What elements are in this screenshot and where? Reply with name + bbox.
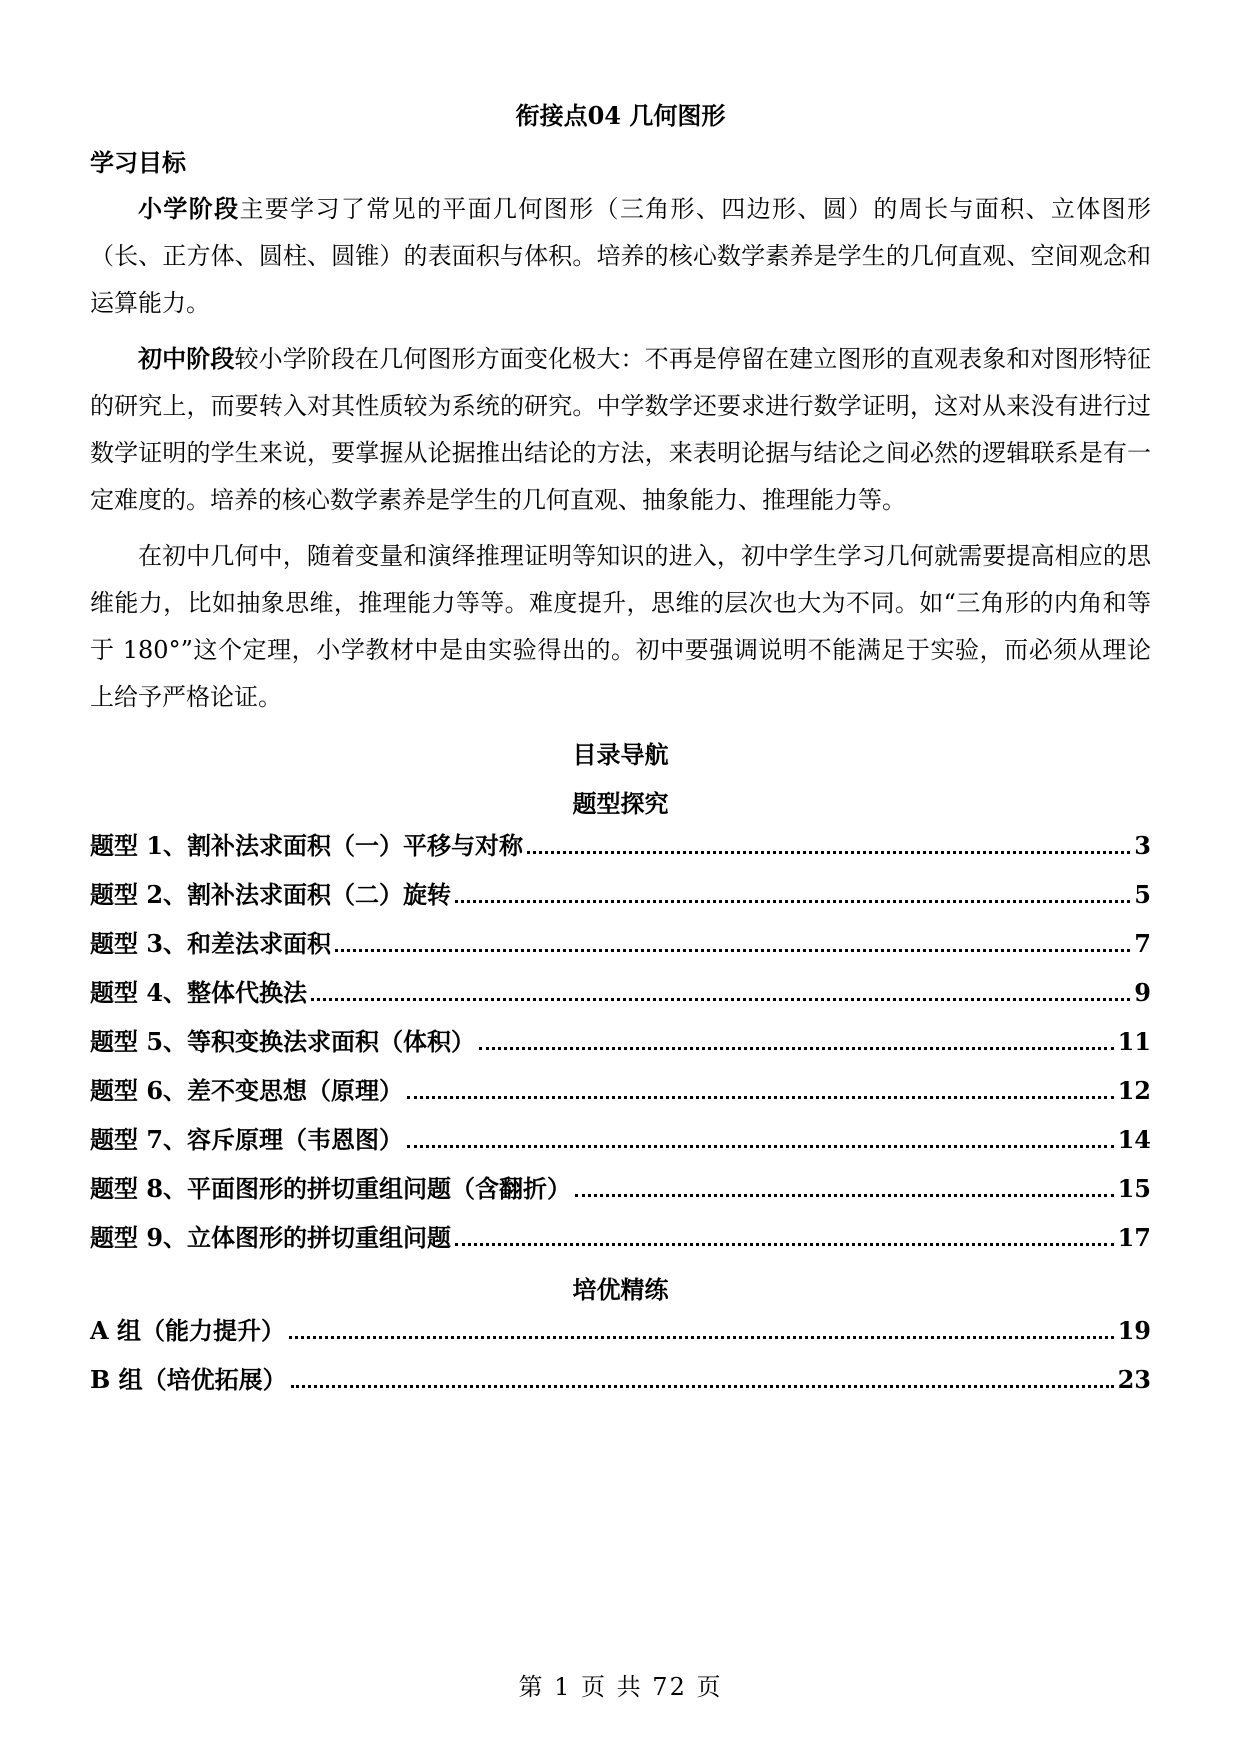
toc-entry-type-6[interactable] bbox=[90, 1071, 1151, 1120]
toc-entry-group-a[interactable] bbox=[90, 1311, 1151, 1360]
toc-leader-dots bbox=[311, 997, 1130, 1001]
toc-entry-label: 题型 3、和差法求面积 bbox=[90, 929, 332, 958]
toc-entry-type-2[interactable] bbox=[90, 875, 1151, 924]
toc-entry-label: 题型 6、差不变思想（原理） bbox=[90, 1076, 404, 1105]
toc-entry-page: 11 bbox=[1117, 1027, 1151, 1056]
toc-leader-dots bbox=[289, 1335, 1114, 1339]
toc-entry-label: 题型 7、容斥原理（韦恩图） bbox=[90, 1125, 404, 1154]
junior-stage-lead: 初中阶段 bbox=[138, 344, 235, 373]
document-title: 衔接点04 几何图形 bbox=[515, 101, 726, 130]
toc-title: 目录导航 bbox=[572, 740, 669, 769]
toc-leader-dots bbox=[407, 1095, 1114, 1099]
toc-entry-type-9[interactable] bbox=[90, 1218, 1151, 1267]
toc-group-title-exploration: 题型探究 bbox=[572, 789, 669, 818]
toc-entry-page: 5 bbox=[1134, 880, 1151, 909]
page-footer: 第 1 页 共 72 页 bbox=[518, 1673, 723, 1701]
toc-entry-label: 题型 8、平面图形的拼切重组问题（含翻折） bbox=[90, 1174, 572, 1203]
toc-group-title-practice: 培优精练 bbox=[572, 1275, 669, 1304]
document-page bbox=[90, 0, 1151, 1754]
toc-entry-group-b[interactable] bbox=[90, 1360, 1151, 1409]
toc-entry-page: 19 bbox=[1117, 1316, 1151, 1345]
toc-entry-page: 17 bbox=[1117, 1223, 1151, 1252]
toc-entry-page: 9 bbox=[1134, 978, 1151, 1007]
toc-entry-label: 题型 2、割补法求面积（二）旋转 bbox=[90, 880, 452, 909]
toc-entry-page: 23 bbox=[1117, 1365, 1151, 1394]
toc-entry-page: 14 bbox=[1117, 1125, 1151, 1154]
toc-list-practice bbox=[90, 1311, 1151, 1409]
toc-entry-label: 题型 4、整体代换法 bbox=[90, 978, 308, 1007]
toc-entry-type-4[interactable] bbox=[90, 973, 1151, 1022]
junior-geometry-paragraph bbox=[90, 533, 1151, 721]
toc-leader-dots bbox=[479, 1046, 1114, 1050]
toc-entry-label: 题型 5、等积变换法求面积（体积） bbox=[90, 1027, 476, 1056]
junior-stage-paragraph bbox=[90, 335, 1151, 524]
toc-entry-page: 12 bbox=[1117, 1076, 1151, 1105]
toc-entry-label: 题型 9、立体图形的拼切重组问题 bbox=[90, 1223, 452, 1252]
toc-entry-type-5[interactable] bbox=[90, 1022, 1151, 1071]
primary-stage-text: 主要学习了常见的平面几何图形（三角形、四边形、圆）的周长与面积、立体图形（长、正方体、圆柱、圆锥）的表面积与体积。培养的核心数学素养是学生的几何直观、空间观念和运算能力。 bbox=[90, 195, 1151, 317]
primary-stage-lead: 小学阶段 bbox=[138, 194, 240, 223]
toc-leader-dots bbox=[407, 1144, 1114, 1148]
toc-entry-label: B 组（培优拓展） bbox=[90, 1365, 287, 1394]
toc-entry-type-8[interactable] bbox=[90, 1169, 1151, 1218]
toc-entry-type-1[interactable] bbox=[90, 826, 1151, 875]
toc-entry-page: 15 bbox=[1117, 1174, 1151, 1203]
toc-entry-label: 题型 1、割补法求面积（一）平移与对称 bbox=[90, 831, 524, 860]
toc-entry-label: A 组（能力提升） bbox=[90, 1316, 285, 1345]
toc-leader-dots bbox=[455, 1242, 1114, 1246]
learning-goals-heading: 学习目标 bbox=[90, 148, 186, 177]
toc-entry-page: 3 bbox=[1134, 831, 1151, 860]
primary-stage-paragraph bbox=[90, 185, 1151, 327]
junior-geometry-text: 在初中几何中，随着变量和演绎推理证明等知识的进入，初中学生学习几何就需要提高相应的思维能力，比如抽象思维，推理能力等等。难度提升，思维的层次也大为不同。如“三角形的内角和等于 180°”这个定理，小学教材中是由实验得出的。初中要强调说明不能满足于实验，而必须从理论上给予严格论证。 bbox=[90, 542, 1151, 711]
toc-entry-page: 7 bbox=[1134, 929, 1151, 958]
toc-leader-dots bbox=[527, 850, 1130, 854]
toc-leader-dots bbox=[335, 948, 1130, 952]
toc-leader-dots bbox=[291, 1384, 1114, 1388]
toc-entry-type-3[interactable] bbox=[90, 924, 1151, 973]
toc-leader-dots bbox=[455, 899, 1130, 903]
toc-entry-type-7[interactable] bbox=[90, 1120, 1151, 1169]
junior-stage-text: 较小学阶段在几何图形方面变化极大：不再是停留在建立图形的直观表象和对图形特征的研究上，而要转入对其性质较为系统的研究。中学数学还要求进行数学证明，这对从来没有进行过数学证明的学生来说，要掌握从论据推出结论的方法，来表明论据与结论之间必然的逻辑联系是有一定难度的。培养的核心数学素养是学生的几何直观、抽象能力、推理能力等。 bbox=[90, 345, 1152, 514]
toc-leader-dots bbox=[575, 1193, 1114, 1197]
toc-list-exploration bbox=[90, 826, 1151, 1267]
